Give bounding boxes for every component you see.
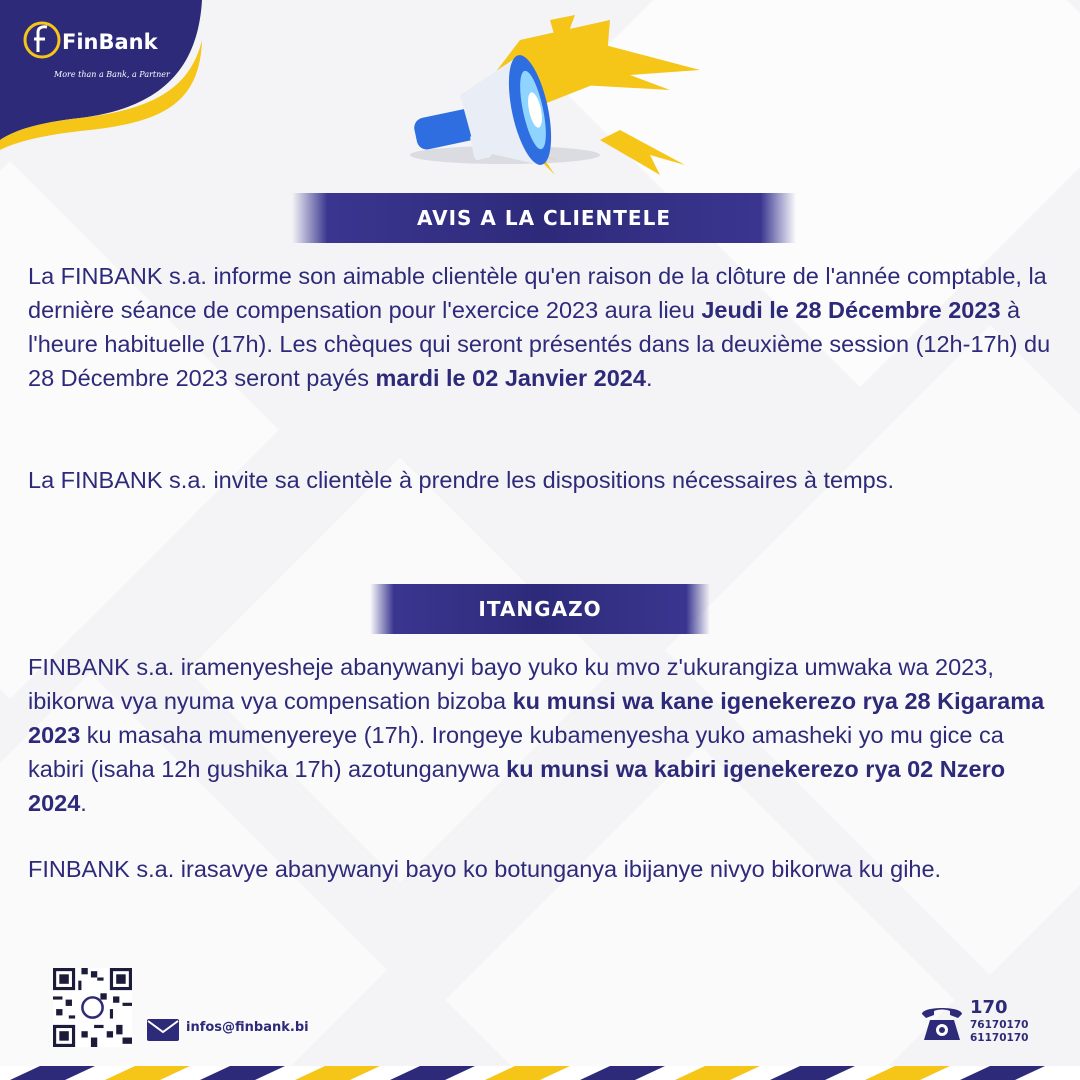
notice-fr-paragraph-1: La FINBANK s.a. informe son aimable clientèle qu'en raison de la clôture de l'année comptable, la dernière séance de compensation pour l'exercice 2023 aura lieu Jeudi le 28 Décembre 2023 à l'heure habituelle (17h). Les chèques qui seront présentés dans la deuxième session (12h-17h) du 28 Décembre 2023 seront payés mardi le 02 Janvier 2024. xyxy=(28,263,1051,391)
logo-tagline: More than a Bank, a Partner xyxy=(54,70,170,79)
email-link[interactable]: infos@finbank.bi xyxy=(186,1020,309,1035)
notice-fr-title: AVIS A LA CLIENTELE xyxy=(292,193,796,243)
notice-rn-paragraph-1: FINBANK s.a. iramenyesheje abanywanyi bayo yuko ku mvo z'ukurangiza umwaka wa 2023, ibikorwa vya nyuma vya compensation bizoba ku munsi wa kane igenekerezo rya 28 Kigarama 2023 ku masaha mumenyereye (17h). Irongeye kubamenyesha yuko amasheki yo mu gice ca kabiri (isaha 12h gushika 17h) azotunganywa ku munsi wa kabiri igenekerezo rya 02 Nzero 2024. xyxy=(28,654,1045,816)
phone-number-1[interactable]: 76170170 xyxy=(970,1019,1029,1031)
notice-rn-paragraph-2: FINBANK s.a. irasavye abanywanyi bayo ko botunganya ibijanye nivyo bikorwa ku gihe. xyxy=(28,856,942,882)
finbank-logo[interactable] xyxy=(20,18,170,88)
logo-name: FinBank xyxy=(62,30,158,54)
telephone-icon xyxy=(918,1000,966,1044)
qr-code[interactable] xyxy=(53,968,132,1047)
phone-short-number[interactable]: 170 xyxy=(970,997,1008,1018)
megaphone-icon xyxy=(400,15,710,185)
bottom-stripe xyxy=(0,1066,1080,1080)
mail-icon xyxy=(146,1018,180,1042)
phone-number-2[interactable]: 61170170 xyxy=(970,1032,1029,1044)
notice-fr-paragraph-2: La FINBANK s.a. invite sa clientèle à prendre les dispositions nécessaires à temps. xyxy=(28,467,895,493)
notice-rn-title: ITANGAZO xyxy=(370,584,710,634)
finbank-logo-icon xyxy=(20,18,64,62)
